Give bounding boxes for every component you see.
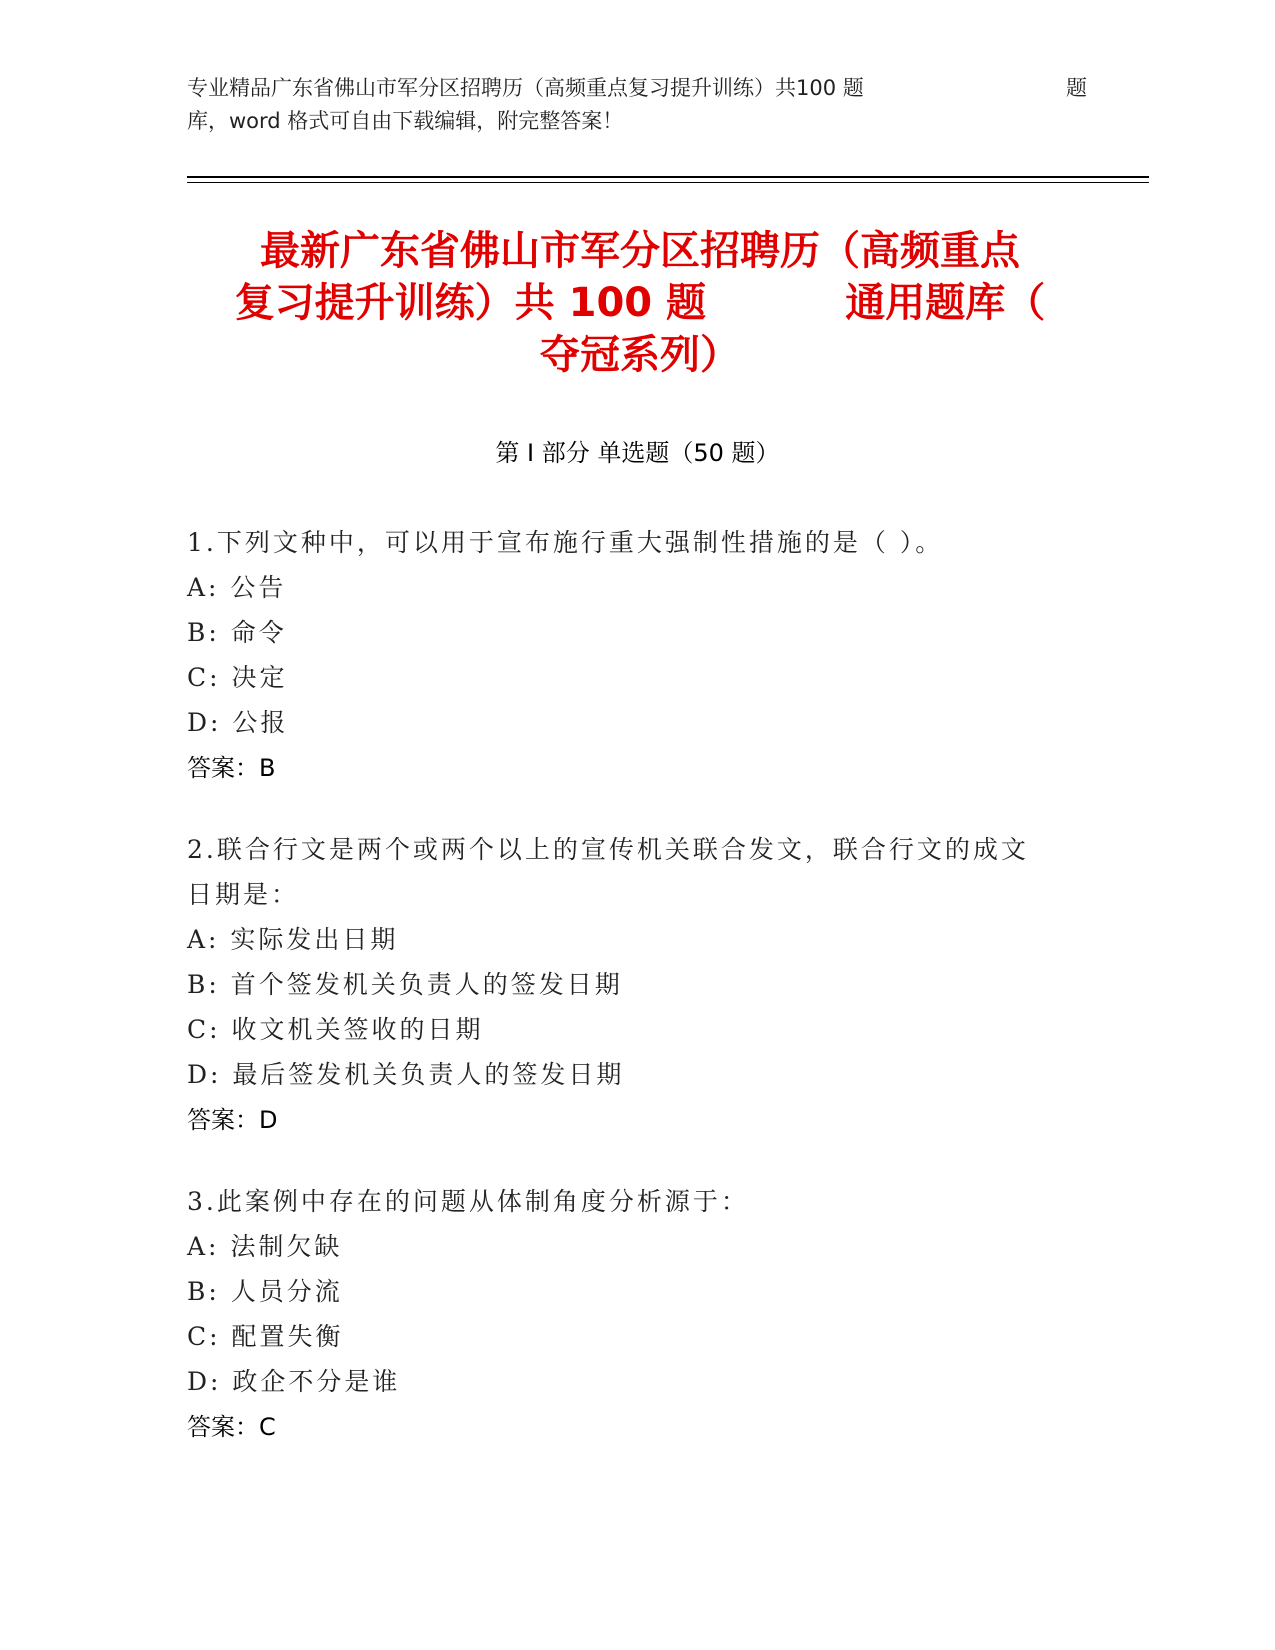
option-b: B: 人员分流: [187, 1277, 343, 1306]
question-stem-continued: 日期是：: [187, 880, 300, 909]
header-rule-thin: [187, 182, 1149, 183]
question-item: [187, 1179, 1087, 1450]
header-line-2: 库，word 格式可自由下载编辑，附完整答案！: [187, 109, 624, 133]
document-title: [200, 225, 1080, 381]
question-list: [187, 520, 1087, 1486]
header-line-1-end: 题: [1066, 76, 1087, 100]
option-b: B: 首个签发机关负责人的签发日期: [187, 970, 623, 999]
answer-line: 答案：B: [187, 754, 276, 782]
option-a: A: 公告: [187, 573, 287, 602]
question-stem: 2.联合行文是两个或两个以上的宣传机关联合发文，联合行文的成文: [187, 835, 1029, 864]
document-header: [187, 72, 1087, 138]
question-item: [187, 520, 1087, 791]
question-stem: 1.下列文种中，可以用于宣布施行重大强制性措施的是（ ）。: [187, 528, 944, 557]
title-line-2: 复习提升训练）共 100 题 通用题库（: [234, 280, 1046, 326]
answer-line: 答案：D: [187, 1106, 278, 1134]
option-b: B: 命令: [187, 618, 287, 647]
question-stem: 3.此案例中存在的问题从体制角度分析源于：: [187, 1187, 749, 1216]
option-c: C: 配置失衡: [187, 1322, 344, 1351]
option-d: D: 最后签发机关负责人的签发日期: [187, 1060, 625, 1089]
option-c: C: 决定: [187, 663, 288, 692]
title-line-3: 夺冠系列）: [540, 332, 740, 378]
title-line-1: 最新广东省佛山市军分区招聘历（高频重点: [260, 228, 1020, 274]
question-item: [187, 827, 1087, 1143]
header-line-1: 专业精品广东省佛山市军分区招聘历（高频重点复习提升训练）共100 题: [187, 76, 864, 100]
option-d: D: 政企不分是谁: [187, 1367, 401, 1396]
answer-line: 答案：C: [187, 1413, 276, 1441]
option-d: D: 公报: [187, 708, 289, 737]
option-a: A: 实际发出日期: [187, 925, 399, 954]
header-rule-thick: [187, 176, 1149, 178]
option-a: A: 法制欠缺: [187, 1232, 343, 1261]
option-c: C: 收文机关签收的日期: [187, 1015, 484, 1044]
section-heading: 第 I 部分 单选题（50 题）: [495, 439, 780, 467]
